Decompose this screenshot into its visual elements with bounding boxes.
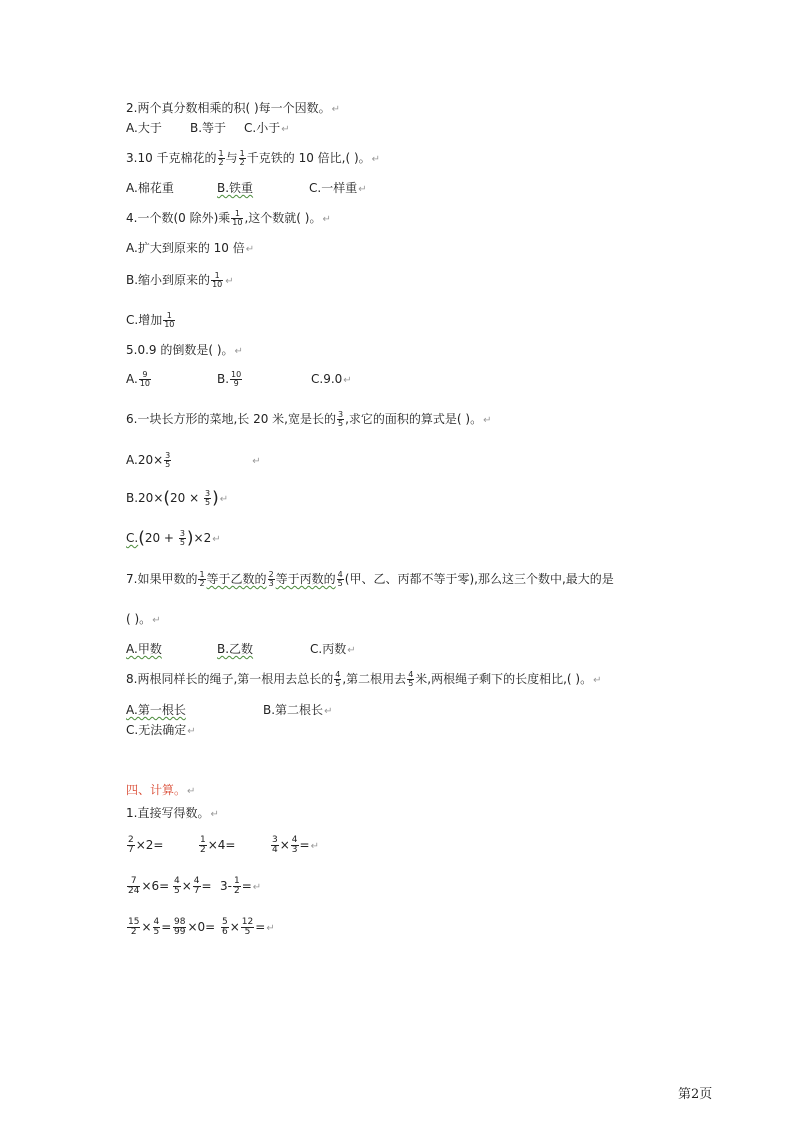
q3-options [126, 180, 367, 196]
q6-stem: 6.一块长方形的菜地,长 20 米,宽是长的 $\frac{3}{5}$ ,求它的面积的算式是( )。↵ [126, 410, 492, 428]
q3-option-a: A.棉花重 [126, 181, 174, 195]
fraction: $\frac{2}{3}$ [268, 570, 274, 588]
return-mark-icon: ↵ [252, 882, 262, 893]
fraction: $\frac{4}{5}$ [408, 670, 414, 688]
fraction: $\frac{3}{5}$ [204, 489, 211, 507]
q8-option-b: B.第二根长 [263, 703, 324, 717]
q7-stem-continued: ( )。↵ [126, 612, 161, 626]
return-mark-icon: ↵ [225, 276, 234, 287]
fraction: $\frac{3}{5}$ [165, 451, 171, 469]
q4-option-c: C.增加 $\frac{1}{10}$ [126, 311, 175, 329]
fraction: $\frac{4}{5}$ [337, 570, 343, 588]
calc-row [126, 835, 319, 855]
return-mark-icon: ↵ [347, 645, 356, 656]
q3-stem: 3.10 千克棉花的 $\frac{1}{2}$ 与 $\frac{1}{2}$ 千克铁的 10 倍比,( )。↵ [126, 149, 381, 167]
q5-option-b: B. $\frac{10}{9}$ [217, 370, 242, 388]
q8-option-a: A.第一根长 [126, 703, 186, 717]
calc-item: 3- $\frac{1}{2}$ = [220, 876, 252, 896]
return-mark-icon: ↵ [266, 923, 275, 934]
section-question-1: 1.直接写得数。↵ [126, 806, 219, 820]
return-mark-icon: ↵ [331, 104, 341, 115]
return-mark-icon: ↵ [322, 214, 331, 225]
q5-option-a: A. $\frac{9}{10}$ [126, 370, 150, 388]
fraction: $\frac{1}{10}$ [164, 311, 175, 329]
return-mark-icon: ↵ [358, 184, 367, 195]
return-mark-icon: ↵ [593, 675, 602, 686]
return-mark-icon: ↵ [187, 786, 196, 797]
q6-option-a: A.20× $\frac{3}{5}$ ↵ [126, 451, 261, 469]
q2-option-c: C.小于 [244, 121, 281, 135]
fraction: $\frac{1}{10}$ [232, 209, 243, 227]
q3-option-c: C.一样重 [309, 181, 358, 195]
calc-item: $\frac{2}{7}$ ×2= [128, 835, 164, 855]
return-mark-icon: ↵ [281, 124, 290, 135]
fraction: $\frac{1}{2}$ [239, 149, 245, 167]
return-mark-icon: ↵ [219, 494, 229, 505]
calc-item: $\frac{98}{99}$ ×0= [174, 917, 216, 937]
fraction: $\frac{3}{5}$ [337, 410, 344, 428]
calc-item: $\frac{15}{2}$ × $\frac{4}{5}$ = [128, 917, 172, 937]
q6-option-b: B.20×(20 × $\frac{3}{5}$ )↵ [126, 488, 229, 509]
q4-stem: 4.一个数(0 除外)乘 $\frac{1}{10}$ ,这个数就( )。↵ [126, 209, 331, 227]
q3-option-b: B.铁重 [217, 181, 254, 195]
return-mark-icon: ↵ [245, 244, 255, 255]
page-number: 第2页 [678, 1087, 713, 1102]
return-mark-icon: ↵ [210, 809, 219, 820]
q8-options [126, 702, 332, 718]
q4-option-a: A.扩大到原来的 10 倍↵ [126, 241, 255, 255]
fraction: $\frac{3}{5}$ [179, 529, 185, 547]
q7-option-a: A.甲数 [126, 642, 162, 656]
q2-options [126, 120, 290, 136]
calc-item: $\frac{4}{5}$ × $\frac{4}{7}$ = [174, 876, 212, 896]
fraction: $\frac{9}{10}$ [139, 370, 150, 388]
q2-stem: 2.两个真分数相乘的积( )每一个因数。↵ [126, 101, 341, 115]
q8-option-c: C.无法确定↵ [126, 723, 196, 737]
return-mark-icon: ↵ [152, 615, 161, 626]
fraction: $\frac{10}{9}$ [231, 370, 242, 388]
fraction: $\frac{1}{2}$ [218, 149, 224, 167]
section-title: 四、计算。↵ [126, 783, 196, 797]
q8-stem: 8.两根同样长的绳子,第一根用去总长的 $\frac{4}{5}$ ,第二根用去 $\frac{4}{5}$ 米,两根绳子剩下的长度相比,( )。↵ [126, 670, 602, 688]
q7-stem: 7.如果甲数的 $\frac{1}{2}$ 等于乙数的 $\frac{2}{3}$ 等于丙数的 $\frac{4}{5}$ (甲、乙、丙都不等于零),那么这三个数中,最大的是 [126, 570, 614, 588]
calc-row [126, 876, 262, 896]
q5-option-c: C.9.0 [311, 372, 343, 386]
fraction: $\frac{4}{5}$ [335, 670, 341, 688]
q4-option-b: B.缩小到原来的 $\frac{1}{10}$ ↵ [126, 271, 234, 289]
fraction: $\frac{1}{10}$ [212, 271, 223, 289]
return-mark-icon: ↵ [343, 375, 352, 386]
return-mark-icon: ↵ [483, 415, 492, 426]
return-mark-icon: ↵ [324, 706, 333, 717]
return-mark-icon: ↵ [310, 841, 319, 852]
calc-item: $\frac{5}{6}$ × $\frac{12}{5}$ = [222, 917, 266, 937]
calc-item: $\frac{3}{4}$ × $\frac{4}{3}$ = [272, 835, 310, 855]
return-mark-icon: ↵ [187, 726, 196, 737]
calc-row [126, 917, 275, 937]
return-mark-icon: ↵ [212, 534, 221, 545]
calc-item: $\frac{7}{24}$ ×6= [128, 876, 170, 896]
q6-option-c: C.(20 + $\frac{3}{5}$ )×2↵ [126, 528, 221, 549]
q2-option-b: B.等于 [190, 121, 227, 135]
calc-item: $\frac{1}{2}$ ×4= [200, 835, 236, 855]
fraction: $\frac{1}{2}$ [199, 570, 205, 588]
return-mark-icon: ↵ [234, 346, 243, 357]
q5-options [126, 371, 352, 387]
q7-options [126, 641, 356, 657]
q2-option-a: A.大于 [126, 121, 162, 135]
q5-stem: 5.0.9 的倒数是( )。↵ [126, 343, 243, 357]
q7-option-b: B.乙数 [217, 642, 254, 656]
q7-option-c: C.丙数 [310, 642, 347, 656]
return-mark-icon: ↵ [252, 456, 261, 467]
return-mark-icon: ↵ [371, 154, 381, 165]
